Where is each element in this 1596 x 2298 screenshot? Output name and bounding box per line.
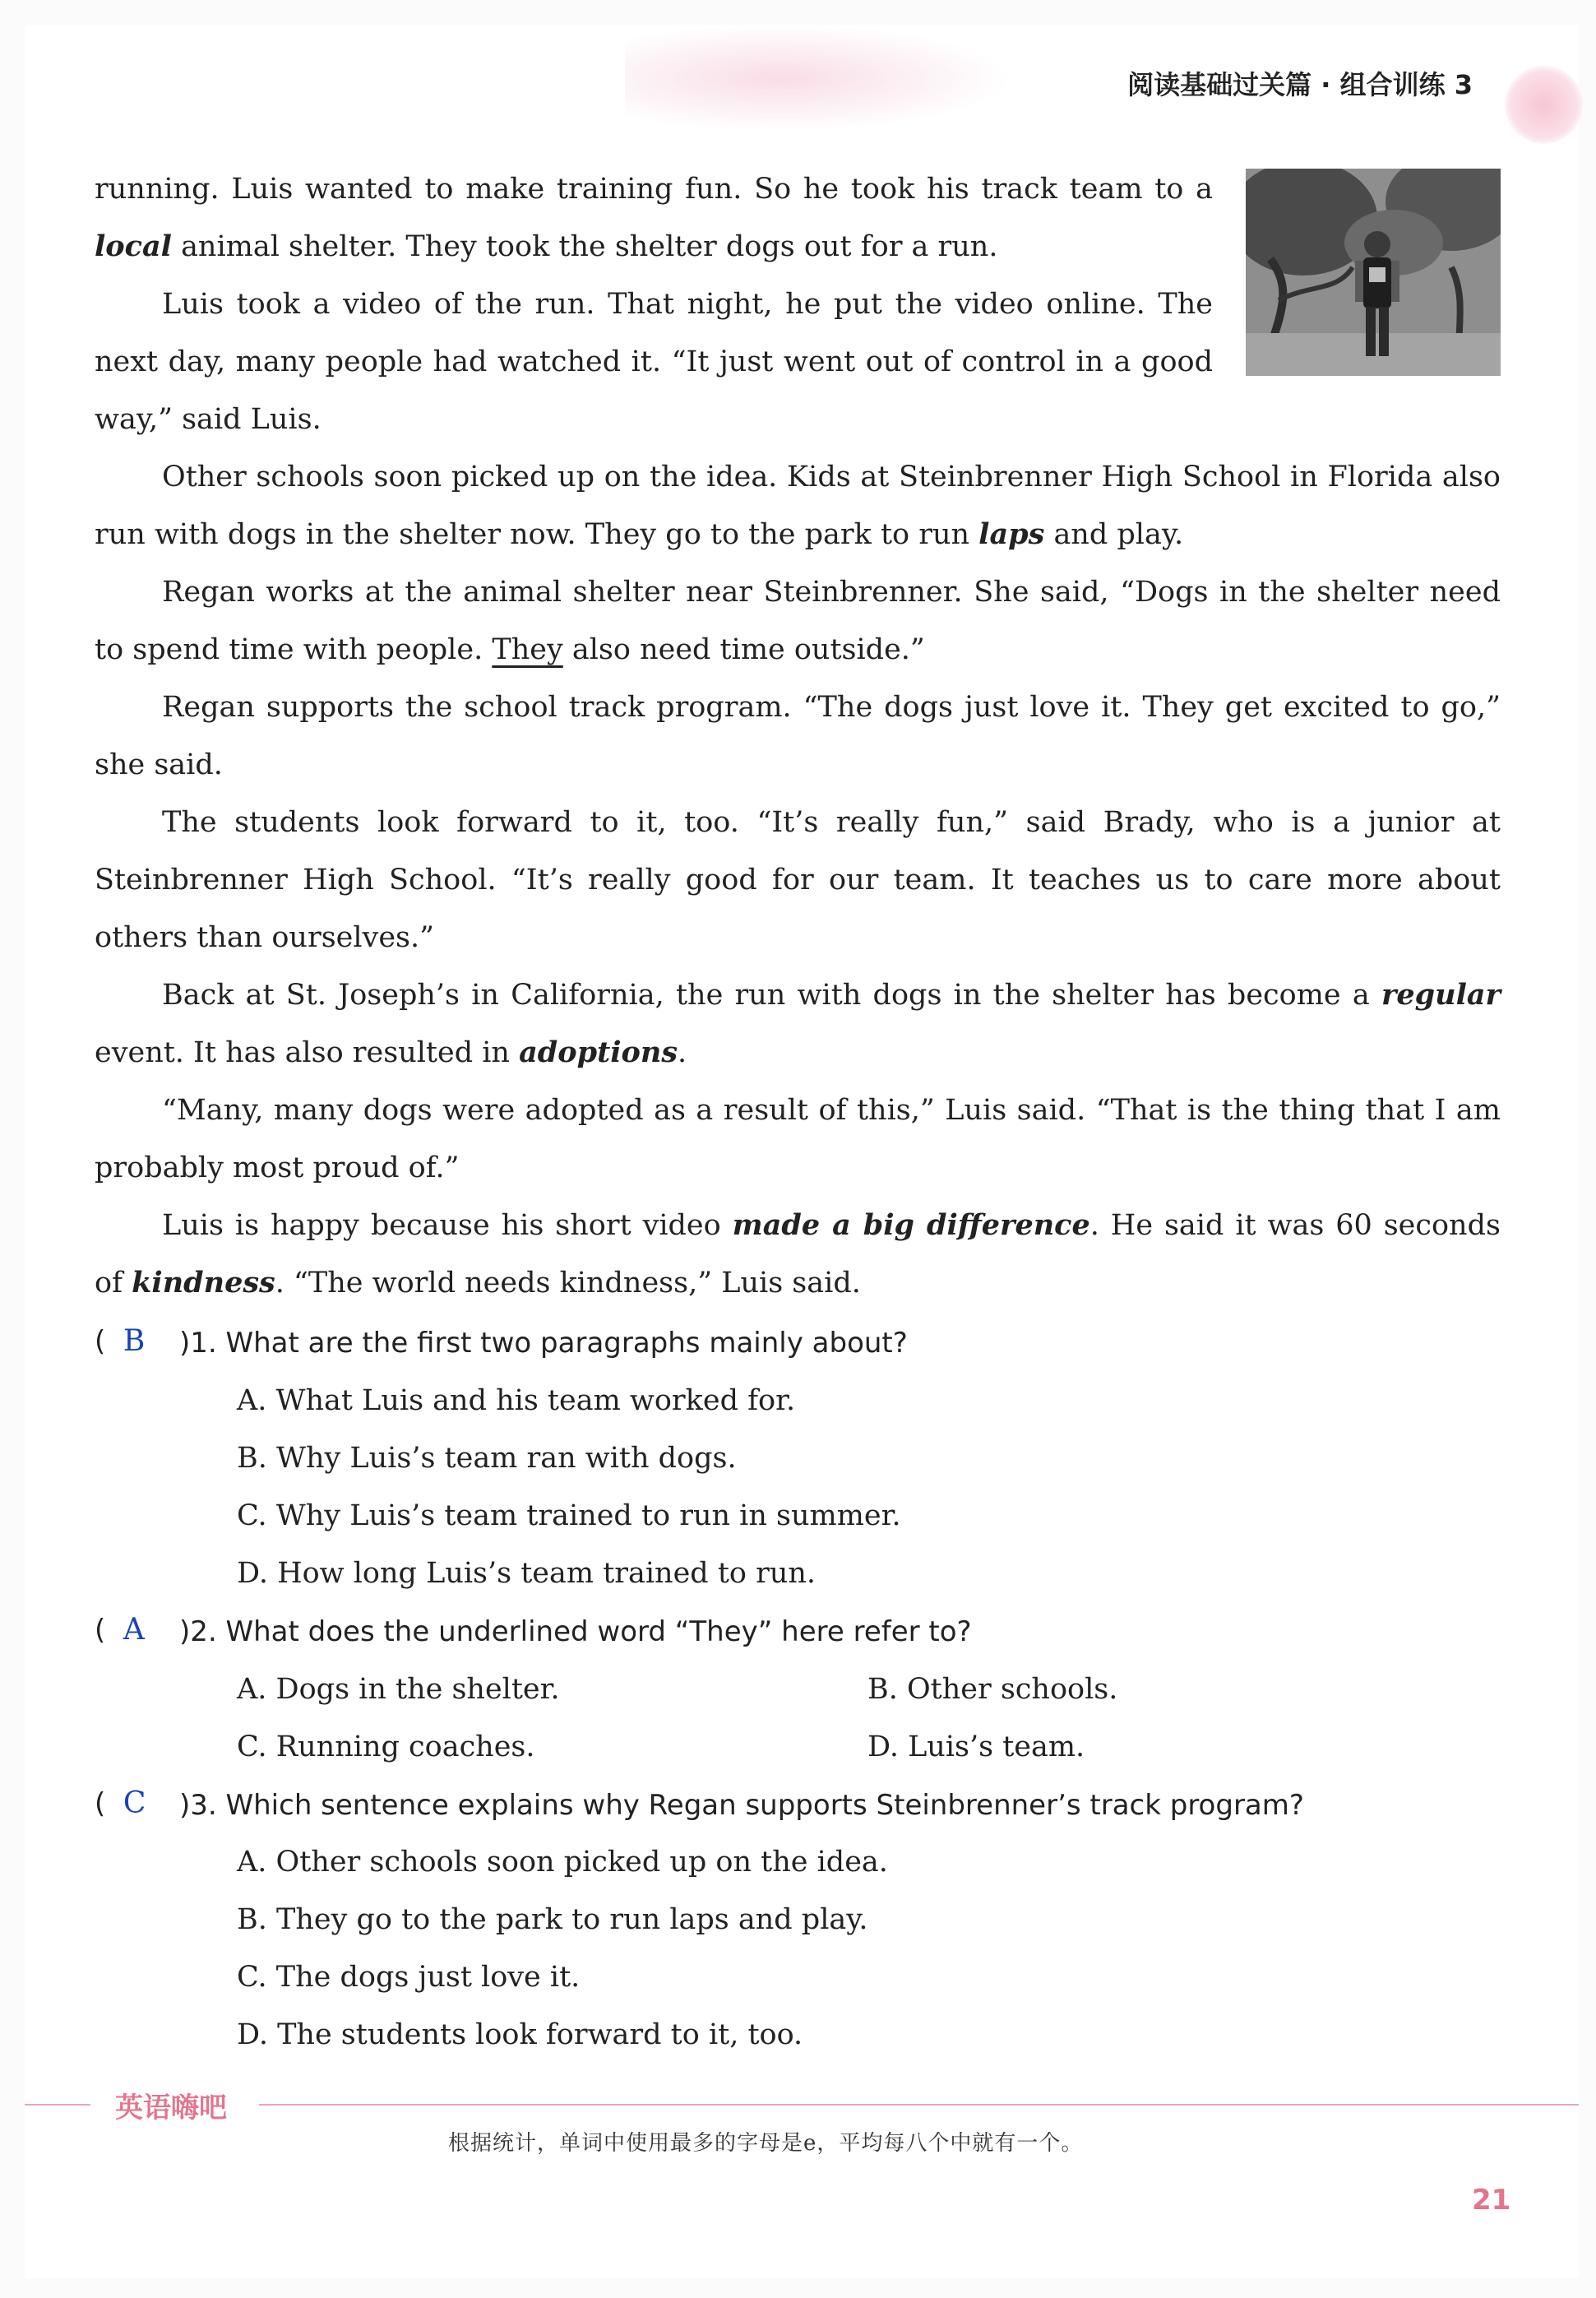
key-word-regular: regular [1381, 978, 1501, 1012]
question-2-option-a: A. Dogs in the shelter. [237, 1673, 560, 1706]
key-word-kindness: kindness [132, 1266, 275, 1300]
question-3-option-d: D. The students look forward to it, too. [237, 2018, 803, 2051]
paragraph-7 [95, 966, 1501, 1082]
footer-divider-left [25, 2104, 90, 2106]
question-2-stem: )2. What does the underlined word “They” here refer to? [179, 1615, 972, 1648]
answer-1: B [123, 1324, 146, 1358]
answer-bracket-1: ( B [95, 1324, 146, 1358]
passage-text: Luis took a video of the run. That night, he put the video online. The next day, many people had watched it. “It just went out of control in a good [95, 288, 1213, 378]
page-number: 21 [1472, 2184, 1511, 2217]
question-1-option-d: D. How long Luis’s team trained to run. [237, 1557, 817, 1590]
question-1-option-b: B. Why Luis’s team ran with dogs. [237, 1442, 737, 1475]
question-1-stem: )1. What are the first two paragraphs mainly about? [179, 1327, 908, 1360]
paragraph-1-cont [95, 218, 1213, 276]
passage-text: Luis is happy because his short video [162, 1209, 733, 1242]
paragraph-3 [95, 448, 1501, 563]
passage-text: Regan works at the animal shelter near Steinbrenner. She said, “Dogs in the shelter need to spend time with people. [95, 576, 1501, 666]
key-phrase-made-a-big-difference: made a big difference [732, 1208, 1090, 1242]
passage-text: and play. [1044, 518, 1184, 551]
passage-text: Back at St. Joseph’s in California, the run with dogs in the shelter has become a [162, 979, 1381, 1012]
answer-3: C [123, 1786, 146, 1820]
footer-divider-right [259, 2104, 1579, 2106]
question-2-option-c: C. Running coaches. [237, 1730, 535, 1763]
passage-text: animal shelter. They took the shelter dogs out for a run. [171, 230, 998, 263]
footer-fun-fact: 根据统计，单词中使用最多的字母是e，平均每八个中就有一个。 [448, 2131, 1084, 2156]
passage-text: running. Luis wanted to make training fun. So he took his track team to a [95, 173, 1213, 206]
question-2-option-d: D. Luis’s team. [867, 1730, 1085, 1763]
paragraph-1 [95, 160, 1213, 218]
passage-text: . [678, 1036, 687, 1069]
paragraph-5: Regan supports the school track program. “The dogs just love it. They get excited to go,” she said. [95, 691, 1501, 781]
passage-text: . He said it was 60 seconds of [95, 1209, 1501, 1300]
paragraph-6: The students look forward to it, too. “It’s really fun,” said Brady, who is a junior at Steinbrenner High School. “It’s really good for our team. It teaches us to care more about others than ourselves.” [95, 806, 1501, 954]
paragraph-2 [95, 276, 1213, 391]
passage-text: also need time outside.” [562, 633, 925, 666]
paragraph-4 [95, 563, 1501, 679]
question-3-option-c: C. The dogs just love it. [237, 1961, 581, 1994]
paragraph-9 [95, 1197, 1501, 1312]
paragraph-8: “Many, many dogs were adopted as a result of this,” Luis said. “That is the thing that I am probably most proud of.” [95, 1094, 1501, 1184]
answer-bracket-3: ( C [95, 1786, 146, 1820]
passage [95, 160, 1501, 1312]
key-word-laps: laps [978, 517, 1045, 551]
question-3-stem: )3. Which sentence explains why Regan supports Steinbrenner’s track program? [179, 1789, 1304, 1822]
passage-text: way,” said Luis. [95, 403, 322, 436]
header-decoration-circle [1505, 66, 1583, 144]
question-1-option-c: C. Why Luis’s team trained to run in summer. [237, 1499, 901, 1532]
underlined-word-they: They [492, 633, 563, 666]
answer-bracket-2: ( A [95, 1613, 145, 1647]
passage-text: Other schools soon picked up on the idea. Kids at Steinbrenner High School in Florida also run with dogs in the shelter now. They go to the park to run [95, 461, 1501, 551]
answer-2: A [123, 1613, 145, 1647]
header-decoration [625, 25, 1011, 132]
question-3-option-a: A. Other schools soon picked up on the idea. [237, 1846, 888, 1879]
passage-text: event. It has also resulted in [95, 1036, 520, 1069]
question-1-option-a: A. What Luis and his team worked for. [237, 1384, 796, 1417]
question-3-option-b: B. They go to the park to run laps and play. [237, 1903, 868, 1936]
paragraph-2-cont [95, 391, 1501, 448]
key-word-adoptions: adoptions [519, 1035, 678, 1069]
footer-section-label: 英语嗨吧 [115, 2092, 227, 2124]
passage-text: . “The world needs kindness,” Luis said. [275, 1267, 861, 1300]
question-2-option-b: B. Other schools. [867, 1673, 1118, 1706]
section-title: 阅读基础过关篇 · 组合训练 3 [1127, 69, 1473, 100]
key-word-local: local [95, 229, 172, 263]
